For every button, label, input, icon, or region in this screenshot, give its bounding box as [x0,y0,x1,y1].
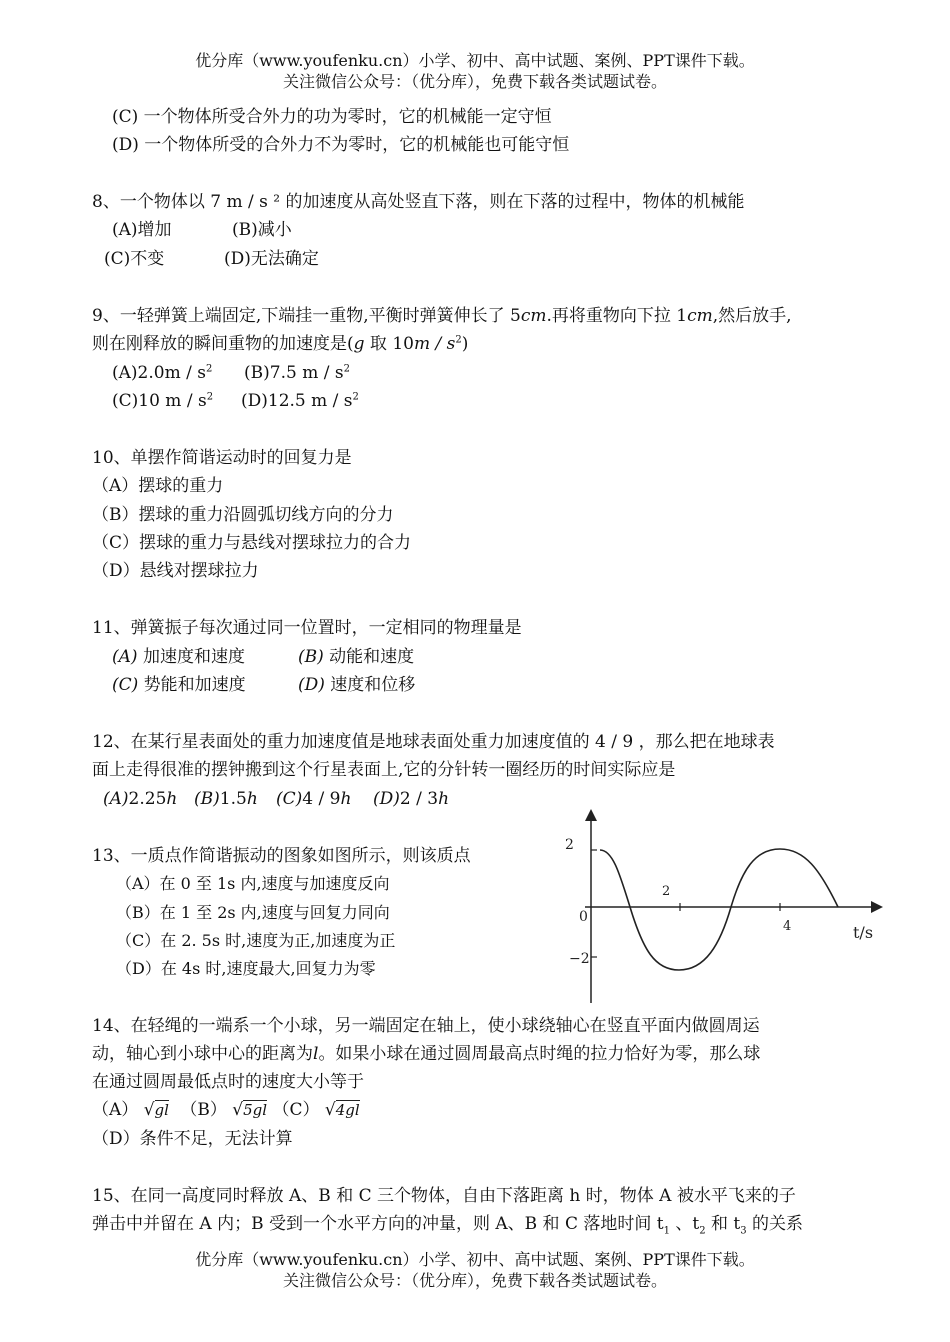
q13-option-d: （D）在 4s 时,速度最大,回复力为零 [116,959,376,978]
footer-line-1: 优分库（www.youfenku.cn）小学、初中、高中试题、案例、PPT课件下载。 [195,1250,755,1269]
q10-stem: 10、单摆作简谐运动时的回复力是 [92,448,352,468]
q9-option-b: (B)7.5 m / $s^2$ [244,363,350,383]
y-label-neg: −2 [569,951,590,967]
q13-stem: 13、一质点作简谐振动的图象如图所示，则该质点 [92,846,471,866]
q10-option-b: （B）摆球的重力沿圆弧切线方向的分力 [92,505,394,525]
q11-option-b: (B) 动能和速度 [298,647,415,667]
q14-stem-line-1: 14、在轻绳的一端系一个小球，另一端固定在轴上，使小球绕轴心在竖直平面内做圆周运 [92,1016,760,1036]
q9-option-a: $(A)2.0m / s^2$ [112,363,213,383]
q8-option-a: (A)增加 [112,220,172,240]
q10-option-c: （C）摆球的重力与悬线对摆球拉力的合力 [92,533,412,553]
q10-option-a: （A）摆球的重力 [92,476,224,496]
q11-stem: 11、弹簧振子每次通过同一位置时，一定相同的物理量是 [92,618,522,638]
shm-curve [600,849,838,970]
q12-stem-line-1: 12、在某行星表面处的重力加速度值是地球表面处重力加速度值的 4 / 9 ，那么把在地球表 [92,732,775,752]
header-line-1: 优分库（www.youfenku.cn）小学、初中、高中试题、案例、PPT课件下载。 [195,51,755,70]
sqrt-gl: √gl [143,1100,169,1120]
x-unit-label: t/s [853,923,874,942]
q11-option-a: (A) 加速度和速度 [112,647,245,667]
footer-line-2: 关注微信公众号：（优分库），免费下载各类试题试卷。 [282,1271,667,1290]
q14-stem-line-2: 动，轴心到小球中心的距离为l。如果小球在通过圆周最高点时绳的拉力恰好为零，那么球 [92,1044,761,1064]
q13-option-b: （B）在 1 至 2s 内,速度与回复力同向 [116,903,390,922]
header-line-2: 关注微信公众号：（优分库），免费下载各类试题试卷。 [282,72,667,91]
q7-option-d: (D) 一个物体所受的合外力不为零时，它的机械能也可能守恒 [112,135,570,155]
q14-options-abc: （A） √gl （B） √5gl （C） √4gl [92,1100,360,1120]
q11-option-d: (D) 速度和位移 [298,675,416,695]
q12-option-c: (C)4 / 9h [276,789,352,809]
q8-option-b: (B)减小 [232,220,292,240]
q10-option-d: （D）悬线对摆球拉力 [92,561,259,581]
q13-option-a: （A）在 0 至 1s 内,速度与加速度反向 [116,874,390,893]
sqrt-4gl: √4gl [324,1100,360,1120]
y-label-pos: 2 [565,837,574,853]
x-label-4: 4 [783,919,792,934]
x-label-2: 2 [662,884,671,899]
q9-stem-line-1: 9、一轻弹簧上端固定,下端挂一重物,平衡时弹簧伸长了 5cm.再将重物向下拉 1cm,然后放手, [92,306,792,326]
q12-option-a: (A)2.25h [103,789,178,809]
q9-option-d: (D)12.5 m / $s^2$ [241,391,359,411]
q12-stem-line-2: 面上走得很准的摆钟搬到这个行星表面上,它的分针转一圈经历的时间实际应是 [92,760,676,780]
shm-graph [555,805,890,1010]
q9-stem-line-2: 则在刚释放的瞬间重物的加速度是(g 取 $10m / s^2$) [92,334,469,354]
sqrt-5gl: √5gl [232,1100,268,1120]
q14-stem-line-3: 在通过圆周最低点时的速度大小等于 [92,1072,364,1092]
q15-stem-line-2: 弹击中并留在 A 内；B 受到一个水平方向的冲量，则 A、B 和 C 落地时间 $t_1$ 、$t_2$ 和 $t_3$ 的关系 [92,1214,804,1237]
q9-option-c: (C)10 m / $s^2$ [112,391,214,411]
q13-option-c: （C）在 2. 5s 时,速度为正,加速度为正 [116,931,396,950]
origin-label: 0 [579,909,588,925]
q7-option-c: (C) 一个物体所受合外力的功为零时，它的机械能一定守恒 [112,107,552,127]
q12-option-d: (D)2 / 3h [373,789,450,809]
q14-option-d: （D）条件不足，无法计算 [92,1129,293,1149]
q11-option-c: (C) 势能和加速度 [112,675,246,695]
q8-option-d: (D)无法确定 [224,249,319,269]
q15-stem-line-1: 15、在同一高度同时释放 A、B 和 C 三个物体，自由下落距离 h 时，物体 A 被水平飞来的子 [92,1186,796,1206]
q8-option-c: (C)不变 [104,249,165,269]
q12-option-b: (B)1.5h [194,789,258,809]
q8-stem: 8、一个物体以 7 m / s ² 的加速度从高处竖直下落，则在下落的过程中，物体的机械能 [92,192,745,212]
